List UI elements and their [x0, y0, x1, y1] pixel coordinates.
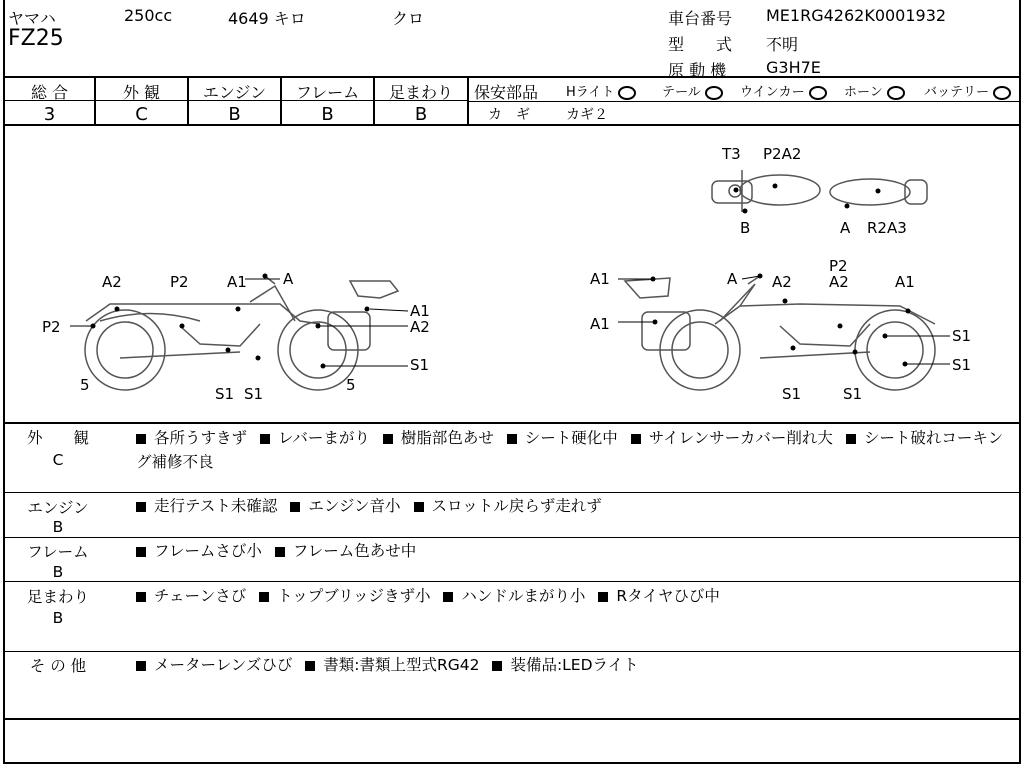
- grade-divider: [467, 77, 469, 125]
- color: クロ: [392, 9, 425, 28]
- comment-divider: [3, 492, 1021, 493]
- model-type: 不明: [766, 35, 799, 54]
- displacement: 250cc: [124, 6, 173, 25]
- comment-grade-exterior: C: [52, 451, 64, 469]
- frame-number-label: 車台番号: [668, 9, 733, 28]
- diagram-label: A2: [829, 273, 849, 291]
- bike-top-view: [712, 170, 927, 212]
- diagram-label: S1: [782, 385, 802, 403]
- grade-value-frame: B: [321, 104, 334, 125]
- comment-label-suspension: 足まわり: [26, 588, 89, 606]
- ok-circle-icon: [887, 86, 905, 100]
- comment-grade-frame: B: [52, 563, 64, 581]
- ok-circle-icon: [618, 86, 636, 100]
- comment-divider: [3, 537, 1021, 538]
- diagram-label: P2: [42, 318, 61, 336]
- diagram-bottom: [3, 422, 1021, 424]
- diagram-label: 5: [346, 376, 356, 394]
- safety-item-horn: [844, 81, 905, 100]
- safety-item-headlight: [566, 81, 636, 100]
- diagram-label: A1: [410, 302, 430, 320]
- grade-label-frame: フレーム: [295, 83, 360, 102]
- comment-text-suspension: チェーンさび トップブリッジきず小 ハンドルまがり小 Rタイヤひび中: [136, 584, 720, 608]
- key-label: カ ギ: [488, 107, 530, 123]
- safety-item-label: ホーン: [844, 85, 883, 100]
- key-value: カギ２: [566, 107, 608, 123]
- safety-item-label: Hライト: [566, 85, 615, 100]
- comment-label-exterior: 外 観: [26, 429, 89, 447]
- bike-left-side: [85, 276, 398, 390]
- damage-diagram: [0, 126, 1024, 422]
- safety-item-label: バッテリー: [924, 85, 990, 100]
- diagram-label: 5: [80, 376, 90, 394]
- diagram-label: A2: [772, 273, 792, 291]
- comment-text-engine: 走行テスト未確認 エンジン音小 スロットル戻らず走れず: [136, 494, 602, 518]
- diagram-label: P2A2: [763, 145, 802, 163]
- comment-label-engine: エンジン: [27, 499, 89, 517]
- diagram-label: A: [727, 270, 738, 288]
- safety-item-winker: [740, 81, 827, 100]
- ok-circle-icon: [809, 86, 827, 100]
- safety-item-label: テール: [662, 85, 701, 100]
- grade-value-exterior: C: [135, 104, 148, 125]
- diagram-label: P2: [829, 257, 848, 275]
- mileage: 4649 キロ: [228, 9, 306, 28]
- model-type-label: 型 式: [668, 35, 733, 54]
- diagram-label: A1: [895, 273, 915, 291]
- safety-item-battery: [924, 81, 1011, 100]
- diagram-label: A2: [102, 273, 122, 291]
- diagram-label: B: [740, 219, 751, 237]
- grade-label-total: 総 合: [30, 83, 69, 102]
- diagram-label: S1: [215, 385, 235, 403]
- comment-grade-engine: B: [52, 518, 64, 536]
- ok-circle-icon: [705, 86, 723, 100]
- grade-value-total: 3: [43, 104, 56, 125]
- leader-lines: [70, 276, 950, 366]
- safety-title: 保安部品: [474, 83, 539, 102]
- diagram-label: A1: [227, 273, 247, 291]
- safety-mid: [467, 101, 1021, 102]
- diagram-label: S1: [410, 356, 430, 374]
- comment-text-other: メーターレンズひび 書類:書類上型式RG42 装備品:LEDライト: [136, 653, 639, 677]
- safety-item-label: ウインカー: [740, 85, 805, 100]
- diagram-label: P2: [170, 273, 189, 291]
- comment-grade-suspension: B: [52, 609, 64, 627]
- diagram-label: R2A3: [867, 219, 907, 237]
- safety-item-tail: [662, 81, 723, 100]
- grade-table-top: [3, 76, 1021, 78]
- diagram-label: A: [283, 270, 294, 288]
- diagram-label: S1: [952, 327, 972, 345]
- grade-value-engine: B: [228, 104, 241, 125]
- grade-value-suspension: B: [414, 104, 428, 125]
- grade-label-exterior: 外 観: [122, 83, 161, 102]
- diagram-label: S1: [843, 385, 863, 403]
- ok-circle-icon: [993, 86, 1011, 100]
- engine-code: G3H7E: [766, 58, 821, 77]
- bike-right-side: [625, 276, 935, 390]
- grade-label-engine: エンジン: [202, 83, 267, 102]
- model-name: FZ25: [8, 26, 64, 51]
- maker: ヤマハ: [8, 9, 56, 28]
- diagram-label: A1: [590, 315, 610, 333]
- diagram-label: A1: [590, 270, 610, 288]
- comment-label-other: そ の 他: [29, 657, 87, 675]
- comment-divider: [3, 651, 1021, 652]
- engine-label: 原 動 機: [668, 61, 727, 80]
- comment-text-exterior: 各所うすきず レバーまがり 樹脂部色あせ シート硬化中 サイレンサーカバー削れ大 シート破れコーキング補修不良: [136, 429, 1004, 471]
- comment-label-frame: フレーム: [27, 543, 89, 561]
- diagram-label: S1: [952, 356, 972, 374]
- diagram-label: A2: [410, 318, 430, 336]
- diagram-label: A: [840, 219, 851, 237]
- comment-section-bottom: [3, 718, 1021, 720]
- comment-text-frame: フレームさび小 フレーム色あせ中: [136, 539, 416, 563]
- diagram-label: T3: [722, 145, 741, 163]
- frame-number: ME1RG4262K0001932: [766, 6, 947, 25]
- diagram-label: S1: [244, 385, 264, 403]
- grade-label-suspension: 足まわり: [388, 83, 453, 102]
- comment-divider: [3, 581, 1021, 582]
